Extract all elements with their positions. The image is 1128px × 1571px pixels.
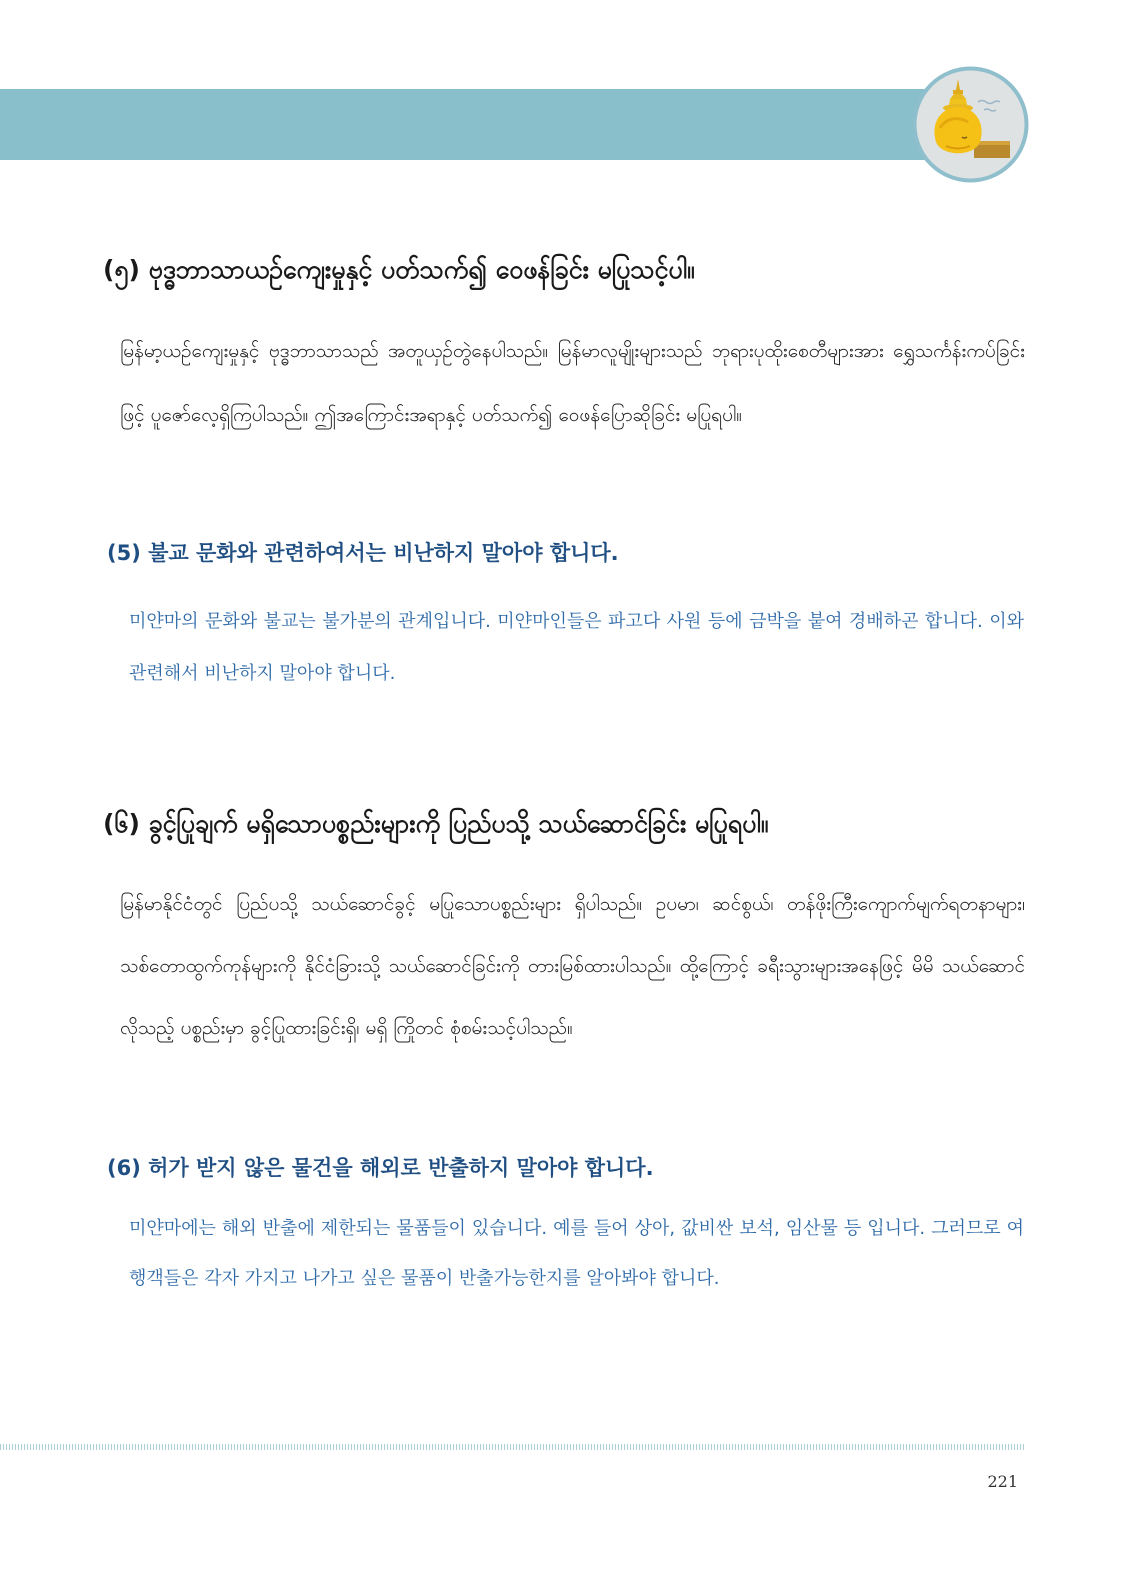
section-6-korean-body: 미얀마에는 해외 반출에 제한되는 물품들이 있습니다. 예를 들어 상아, 값비싼 보석, 임산물 등 입니다. 그러므로 여행객들은 각자 가지고 나가고 싶은 물품이 반출가능한지를 알아봐야 합니다. [129, 1218, 1024, 1289]
section-6-korean-heading: (6) 허가 받지 않은 물건을 해외로 반출하지 말아야 합니다. [107, 1156, 654, 1180]
section-6-burmese-heading: (၆) ခွင့်ပြုချက် မရှိသောပစ္စည်းများကို ပြည်ပသို့ သယ်ဆောင်ခြင်း မပြုရပါ။ [103, 809, 769, 838]
section-6-burmese-body: မြန်မာနိုင်ငံတွင် ပြည်ပသို့ သယ်ဆောင်ခွင့် မပြုသောပစ္စည်းများ ရှိပါသည်။ ဥပမာ၊ ဆင်စွယ်၊ တန်ဖိုးကြီးကျောက်မျက်ရတနာများ၊ သစ်တောထွက်ကုန်များကို နိုင်ငံခြားသို့ သယ်ဆောင်ခြင်းကို တားမြစ်ထားပါသည်။ ထို့ကြောင့် ခရီးသွားများအနေဖြင့် မိမိ သယ်ဆောင်လိုသည့် ပစ္စည်းမှာ ခွင့်ပြုထားခြင်းရှိ၊ မရှိ ကြိုတင် စုံစမ်းသင့်ပါသည်။ [120, 893, 1025, 1039]
page-number: 221 [987, 1472, 1018, 1491]
section-5-burmese-heading: (၅) ဗုဒ္ဓဘာသာယဉ်ကျေးမှုနှင့် ပတ်သက်၍ ဝေဖန်ခြင်း မပြုသင့်ပါ။ [103, 255, 695, 284]
pagoda-emblem-icon [912, 66, 1029, 183]
footer-divider [0, 1444, 1026, 1450]
header-band [0, 89, 975, 160]
section-5-korean-heading: (5) 불교 문화와 관련하여서는 비난하지 말아야 합니다. [107, 541, 619, 565]
section-5-korean-body: 미얀마의 문화와 불교는 불가분의 관계입니다. 미얀마인들은 파고다 사원 등에 금박을 붙여 경배하곤 합니다. 이와 관련해서 비난하지 말아야 합니다. [129, 611, 1024, 684]
section-5-burmese-body: မြန်မာ့ယဉ်ကျေးမှုနှင့် ဗုဒ္ဓဘာသာသည် အတူယှဉ်တွဲနေပါသည်။ မြန်မာလူမျိုးများသည် ဘုရားပုထိုးစေတီများအား ရွှေသင်္ကန်းကပ်ခြင်းဖြင့် ပူဇော်လေ့ရှိကြပါသည်။ ဤအကြောင်းအရာနှင့် ပတ်သက်၍ ဝေဖန်ပြောဆိုခြင်း မပြုရပါ။ [120, 340, 1025, 426]
